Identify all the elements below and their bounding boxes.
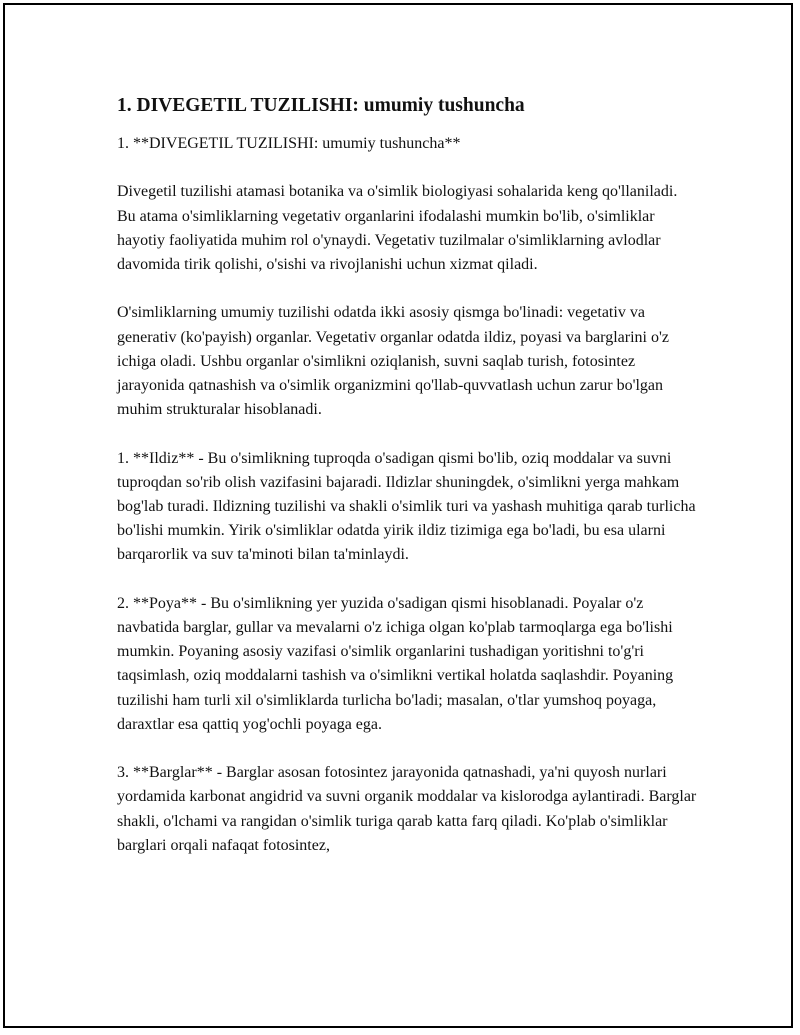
document-body [117, 92, 697, 882]
paragraph-leaves: 3. **Barglar** - Barglar asosan fotosintez jarayonida qatnashadi, ya'ni quyosh nurlari yordamida karbonat angidrid va suvni organik moddalar va kislorodga aylantiradi. Barglar shakli, o'lchami va rangidan o'simlik turiga qarab katta farq qiladi. Ko'plab o'simliklar barglari orqali nafaqat fotosintez, [117, 764, 697, 854]
paragraph-structure: O'simliklarning umumiy tuzilishi odatda ikki asosiy qismga bo'linadi: vegetativ va generativ (ko'payish) organlar. Vegetativ organlar odatda ildiz, poyasi va barglarini o'z ichiga oladi. Ushbu organlar o'simlikni oziqlanish, suvni saqlab turish, fotosintez jarayonida qatnashish va o'simlik organizmini qo'llab-quvvatlash uchun zarur bo'lgan muhim strukturalar hisoblanadi. [117, 304, 669, 419]
paragraph-root: 1. **Ildiz** - Bu o'simlikning tuproqda o'sadigan qismi bo'lib, oziq moddalar va suvni tuproqdan so'rib olish vazifasini bajaradi. Ildizlar shuningdek, o'simlikni yerga mahkam bog'lab turadi. Ildizning tuzilishi va shakli o'simlik turi va yashash muhitiga qarab turlicha bo'lishi mumkin. Yirik o'simliklar odatda yirik ildiz tizimiga ega bo'ladi, bu esa ularni barqarorlik va suv ta'minoti bilan ta'minlaydi. [117, 449, 696, 564]
paragraph-stem: 2. **Poya** - Bu o'simlikning yer yuzida o'sadigan qismi hisoblanadi. Poyalar o'z navbatida barglar, gullar va mevalarni o'z ichiga olgan ko'plab tarmoqlarga ega bo'lishi mumkin. Poyaning asosiy vazifasi o'simlik organlarini tushadigan yoritishni to'g'ri taqsimlash, oziq moddalarni tashish va o'simlikni vertikal holatda saqlashdir. Poyaning tuzilishi ham turli xil o'simliklarda turlicha bo'ladi; masalan, o'tlar yumshoq poyaga, daraxtlar esa qattiq yog'ochli poyaga ega. [117, 594, 674, 733]
paragraph-heading-repeat: 1. **DIVEGETIL TUZILISHI: umumiy tushuncha** [117, 135, 461, 152]
paragraph-intro: Divegetil tuzilishi atamasi botanika va o'simlik biologiyasi sohalarida keng qo'llaniladi. Bu atama o'simliklarning vegetativ organlarini ifodalashi mumkin bo'lib, o'simliklar hayotiy faoliyatida muhim rol o'ynaydi. Vegetativ tuzilmalar o'simliklarning avlodlar davomida tirik qolishi, o'sishi va rivojlanishi uchun xizmat qiladi. [117, 183, 678, 273]
document-title: 1. DIVEGETIL TUZILISHI: umumiy tushuncha [117, 95, 525, 116]
